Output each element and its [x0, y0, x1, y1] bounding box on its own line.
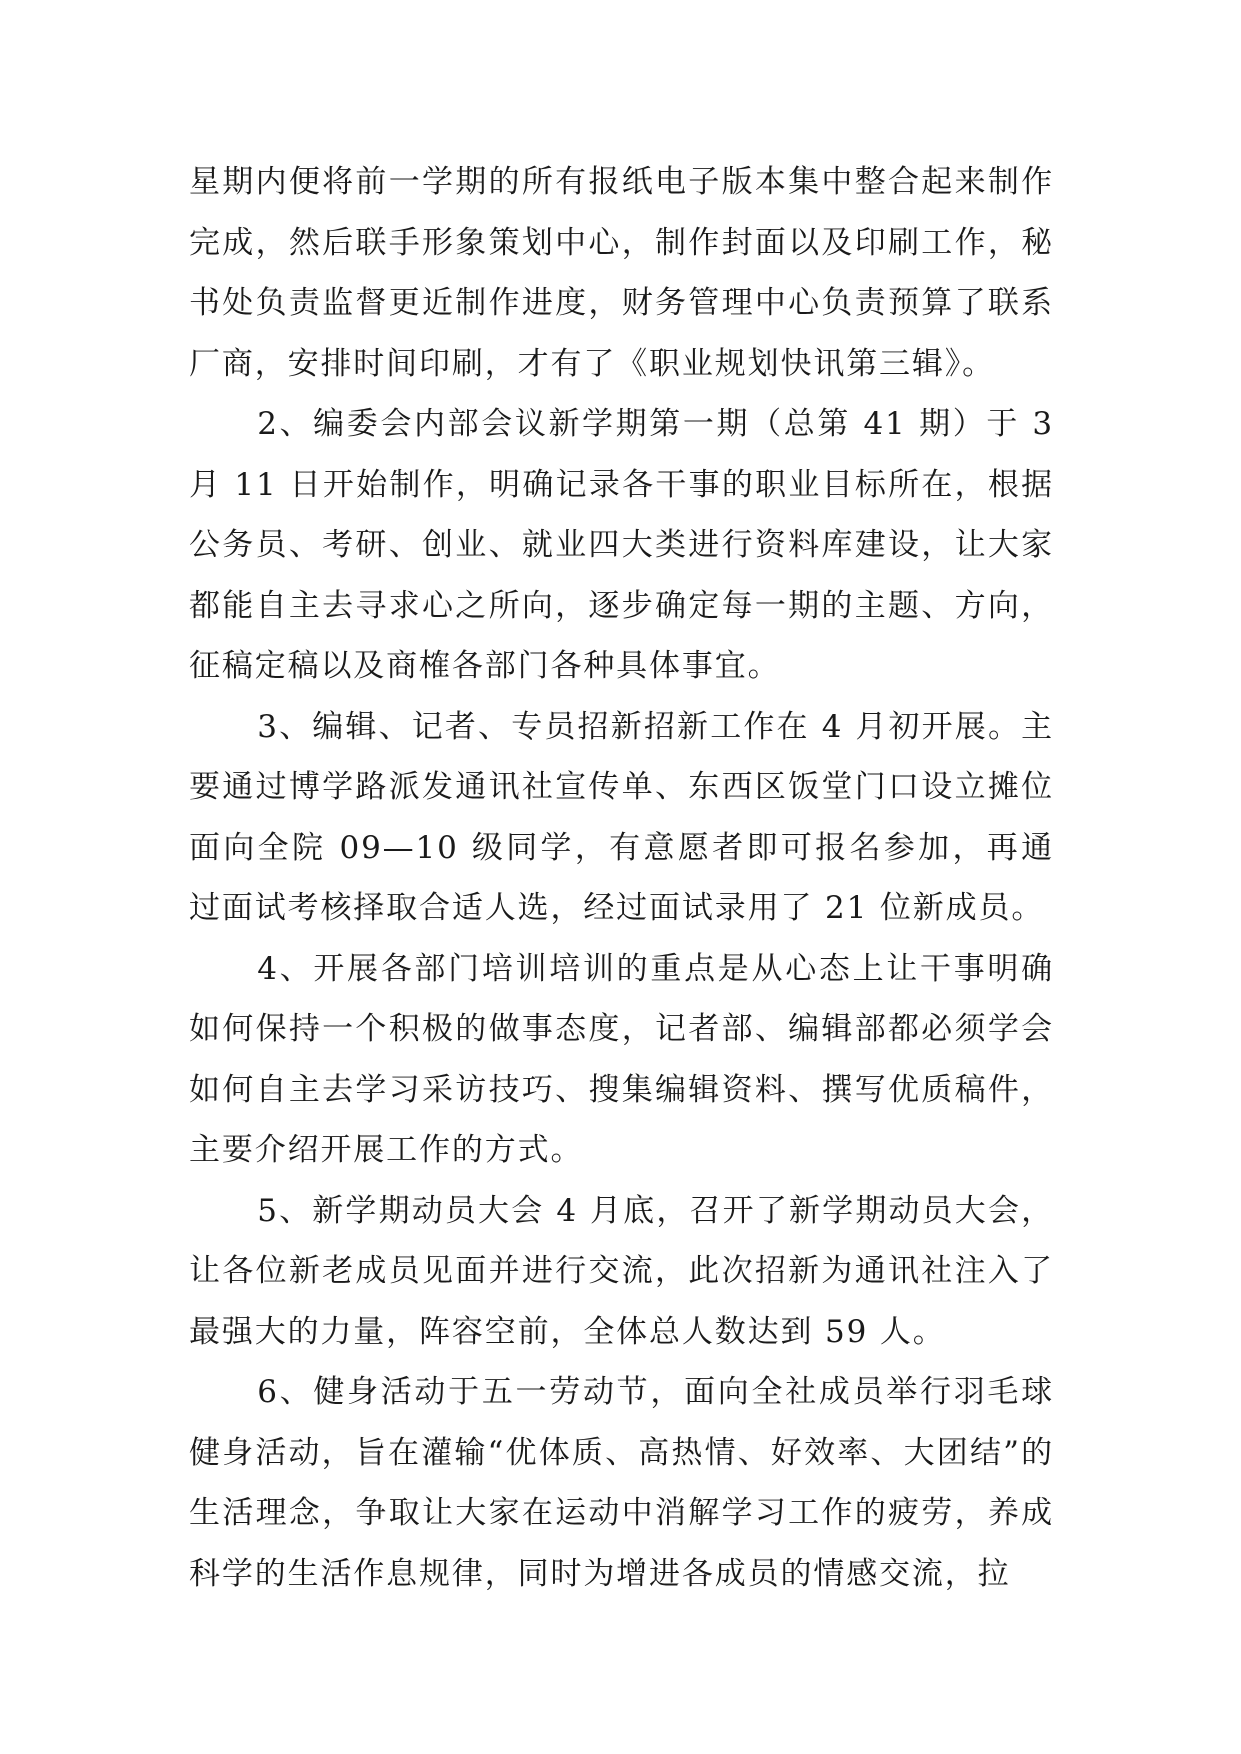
paragraph-item-4: 4、开展各部门培训培训的重点是从心态上让干事明确如何保持一个积极的做事态度，记者部、编辑部都必须学会如何自主去学习采访技巧、搜集编辑资料、撰写优质稿件，主要介绍开展工作的方式。	[189, 950, 1054, 1168]
paragraph-item-5: 5、新学期动员大会 4 月底，召开了新学期动员大会，让各位新老成员见面并进行交流，此次招新为通讯社注入了最强大的力量，阵容空前，全体总人数达到 59 人。	[189, 1192, 1054, 1350]
paragraph-item-6: 6、健身活动于五一劳动节，面向全社成员举行羽毛球健身活动，旨在灌输“优体质、高热情、好效率、大团结”的生活理念，争取让大家在运动中消解学习工作的疲劳，养成科学的生活作息规律，同时为增进各成员的情感交流，拉	[189, 1374, 1054, 1592]
paragraph-item-2: 2、编委会内部会议新学期第一期（总第 41 期）于 3 月 11 日开始制作，明确记录各干事的职业目标所在，根据公务员、考研、创业、就业四大类进行资料库建设，让大家都能自主去寻求心之所向，逐步确定每一期的主题、方向，征稿定稿以及商榷各部门各种具体事宜。	[189, 406, 1054, 684]
paragraph-item-3: 3、编辑、记者、专员招新招新工作在 4 月初开展。主要通过博学路派发通讯社宣传单、东西区饭堂门口设立摊位面向全院 09—10 级同学，有意愿者即可报名参加，再通过面试考核择取合适人选，经过面试录用了 21 位新成员。	[189, 708, 1054, 926]
paragraph-continuation: 星期内便将前一学期的所有报纸电子版本集中整合起来制作完成，然后联手形象策划中心，制作封面以及印刷工作，秘书处负责监督更近制作进度，财务管理中心负责预算了联系厂商，安排时间印刷，才有了《职业规划快讯第三辑》。	[189, 164, 1054, 382]
document-body	[189, 152, 1054, 1604]
